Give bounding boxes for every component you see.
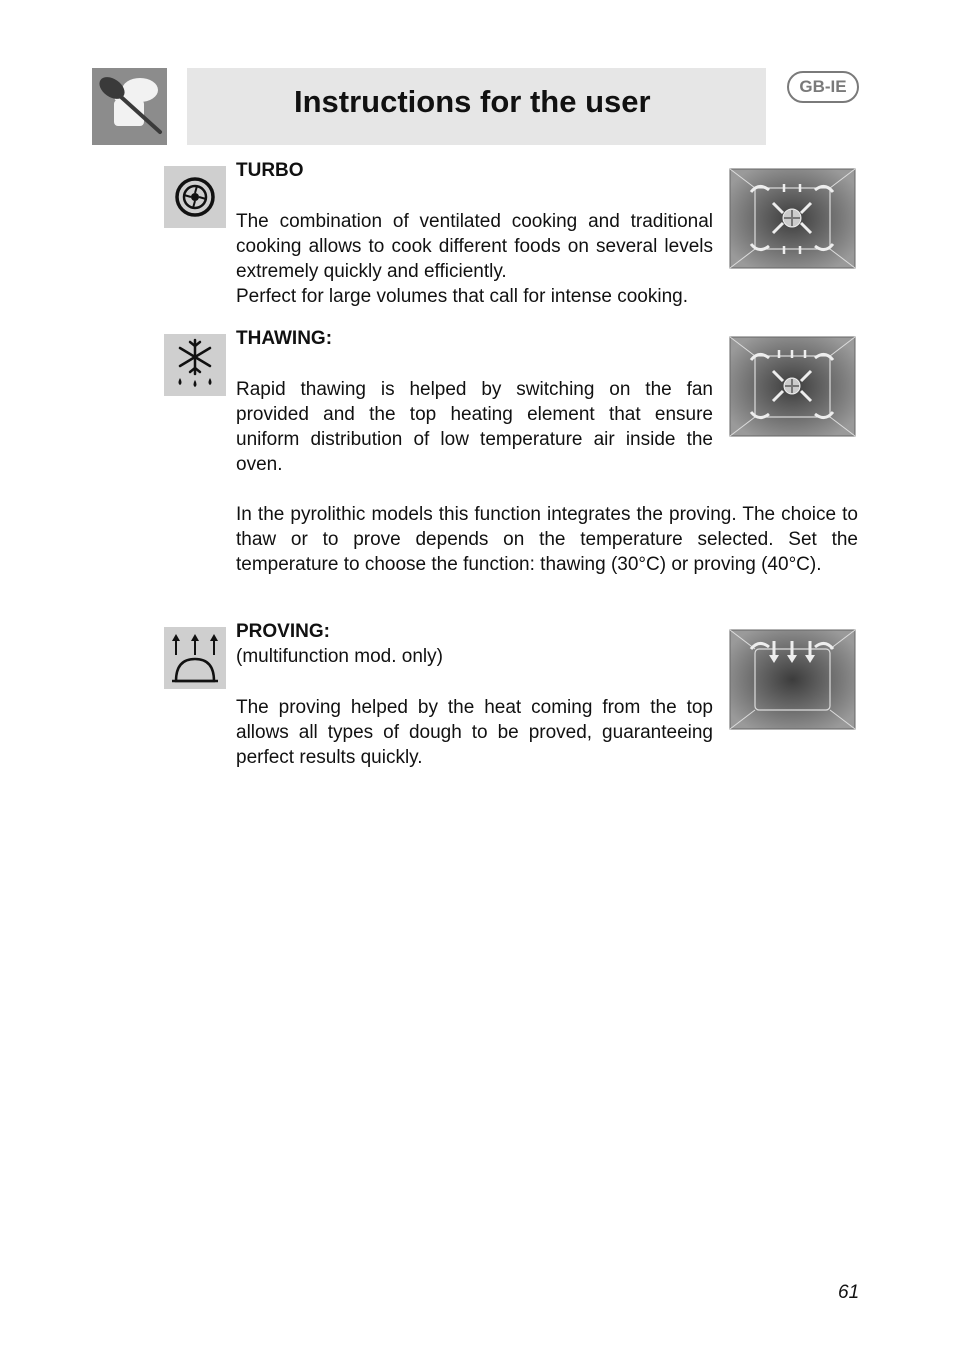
proving-paragraph-1: The proving helped by the heat coming from the top allows all types of dough to be proved, guaranteeing perfect results quickly. [236, 697, 713, 768]
proving-subheading: (multifunction mod. only) [236, 646, 443, 667]
chef-spoon-logo-icon [92, 68, 167, 145]
page-number: 61 [838, 1282, 860, 1303]
page-title: Instructions for the user [294, 84, 651, 119]
turbo-fan-icon [164, 166, 226, 228]
title-bar [187, 68, 766, 145]
snowflake-drops-icon [164, 334, 226, 396]
section-heading-turbo: TURBO [236, 160, 304, 181]
proving-dome-arrows-icon [164, 627, 226, 689]
turbo-paragraph-1: The combination of ventilated cooking and traditional cooking allows to cook different foods on several levels extremely quickly and efficiently. [236, 211, 713, 282]
oven-turbo-airflow-diagram [729, 168, 856, 269]
thawing-paragraph-1: Rapid thawing is helped by switching on the fan provided and the top heating element that ensure uniform distribution of low temperature air inside the oven. [236, 379, 713, 475]
oven-thawing-airflow-diagram [729, 336, 856, 437]
section-heading-proving: PROVING: [236, 621, 330, 642]
language-badge: GB-IE [787, 71, 859, 103]
thawing-paragraph-2: In the pyrolithic models this function integrates the proving. The choice to thaw or to prove depends on the temperature selected. Set the temperature to choose the function: thawing (30°C) or proving (40°C). [236, 504, 858, 575]
oven-proving-top-heat-diagram [729, 629, 856, 730]
section-heading-thawing: THAWING: [236, 328, 333, 349]
turbo-paragraph-2: Perfect for large volumes that call for intense cooking. [236, 286, 689, 307]
